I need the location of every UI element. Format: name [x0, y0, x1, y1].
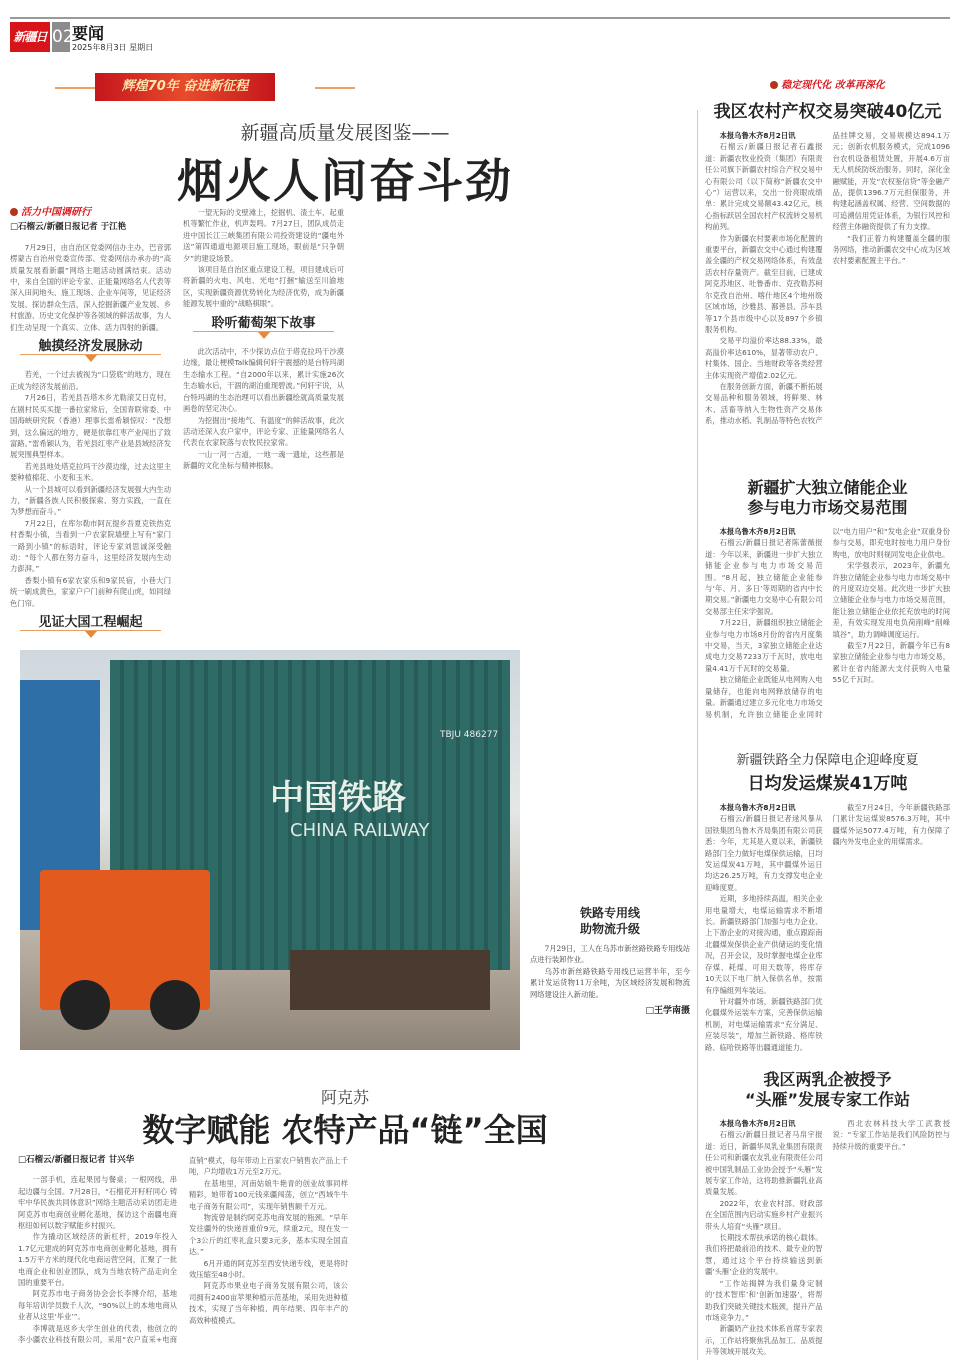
- paragraph: 交易平均溢价率达88.33%，最高溢价率达610%，显著带动农户、村集体、国企、当地财政等各类经营主体实现资产增值2.02亿元。: [705, 336, 823, 380]
- forklift-wheel: [150, 980, 200, 1030]
- chassis: [290, 950, 490, 1010]
- anniversary-banner: 辉煌70年 奋进新征程: [95, 73, 275, 101]
- paragraph: 一部手机，连起果园与餐桌；一根网线，串起边疆与全国。7月28日，“石榴花开籽籽同心 铸牢中华民族共同体意识”网络主题活动采访团走进阿克苏市电商创业孵化基地，探访这个南疆电商枢纽如何以数字赋能乡村振兴。: [18, 1175, 177, 1231]
- banner-line-right: [315, 87, 355, 89]
- paragraph: 一山一河一古道，一地一魂一遗址，这些都是新疆的文化坐标与精神根脉。: [183, 449, 344, 471]
- container-logo-en: CHINA RAILWAY: [290, 820, 430, 841]
- caption-text: 乌苏市新丝路铁路专用线已运营半年，至今累计发运货物11万余吨，为区域经济发展和物流网络建设注入新动能。: [530, 966, 690, 999]
- section-heading: 见证大国工程崛起: [38, 615, 143, 630]
- paragraph: 石榴云/新疆日报记者陈蕾薇报道：今年以来，新疆进一步扩大独立储能企业参与电力市场交易范围。“8月起，独立储能企业能参与‘年、月、多日’等周期的省内中长期交易。”新疆电力交易中心有限公司交易部主任宋学强说。: [705, 538, 823, 616]
- feature-headline: 烟火人间奋斗劲: [177, 154, 513, 208]
- paragraph: 为挖掘出“接地气、有温度”的鲜活故事，此次活动还深入农户家中，评论专家、正能量网络名人代表在农家院落与农牧民拉家常。: [183, 415, 344, 448]
- bottom-article: [18, 1155, 690, 1360]
- article-subtitle: 新疆铁路全力保障电企迎峰度夏: [736, 753, 919, 768]
- paragraph: 从一个县城可以看到新疆经济发展强大内生动力，“新疆各族人民积极探索、努力实践，一直在为梦想而奋斗。”: [10, 484, 171, 517]
- paragraph: 宋学强表示，2023年，新疆允许独立储能企业参与电力市场交易中的月度双边交易。此次进一步扩大独立储能企业参与电力市场交易范围，能让独立储能企业依托充放电的时间差，有效实现发用电负荷削峰“削峰填谷”，助力调峰调度运行。: [832, 561, 950, 639]
- paragraph: 石榴云/新疆日报记者石鑫报道：新疆农牧业投资（集团）有限责任公司旗下新疆农村综合产权交易中心有限公司（以下简称“新疆农交中心”）运营以来，交出一份亮眼成绩单：累计完成交易额43.42亿元，核心指标跃居全国农村产权流转交易机构前列。: [705, 142, 823, 232]
- column-tag: 活力中国调研行: [10, 207, 171, 218]
- article-headline: 我区农村产权交易突破40亿元: [713, 102, 942, 122]
- section-heading: 触摸经济发展脉动: [38, 339, 143, 355]
- article-energy-storage: [705, 478, 950, 726]
- divider: [193, 331, 334, 340]
- article-headline: “头雁”发展专家工作站: [744, 1090, 911, 1109]
- article-railway-coal: [705, 752, 950, 1072]
- paragraph: 在基地里，河南姑娘牛艳青的创业故事同样精彩，她带着100元钱来疆闯荡，创立“西域牛牛电子商务有限公司”，实现年销售额千万元。: [189, 1178, 348, 1211]
- paragraph: 在服务创新方面，新疆不断拓展交易品种和服务领域，将鲜果、林木、活畜等纳入生物性资产交易体系，推动水稻、乳制品等特色农牧产品挂牌交易，交易规模达894.1万元；创新农机服务模式，完成1096台农机设备租赁处置，开展4.6万亩无人机统防统治服务。同时，深化金融赋能，开发“农权鉴信贷”等金融产品，提供1396.7万元担保服务，并构建起涵盖权属、经营、空间数据的可追溯信用凭证体系，为银行风控和经营主体融资提供了有力支撑。: [705, 131, 950, 426]
- section-heading: 聆听葡萄架下故事: [211, 315, 316, 331]
- banner-line-left: [55, 87, 95, 89]
- paragraph: 石榴云/新疆日报记者马帛宇报道：近日，新疆华凤乳业集团有限责任公司和新疆农友乳业有限责任公司被中国乳制品工业协会授予“头雁”发展专家工作站，这将助推新疆乳业高质量发展。: [705, 1130, 823, 1197]
- container-number: TBJU 486277: [440, 730, 499, 740]
- dateline: 本报乌鲁木齐8月2日讯: [719, 527, 796, 536]
- news-photo-freight-container: [20, 650, 520, 1050]
- paragraph: 若羌，一个过去被视为“口袋底”的地方，现在正成为经济发展前沿。: [10, 370, 171, 391]
- caption-text: 7月29日，工人在乌苏市新丝路铁路专用线站点进行装卸作业。: [530, 944, 690, 965]
- paragraph: 7月22日，新疆组织独立储能企业参与电力市场8月份的省内月度集中交易，当天，3家独立储能企业达成电力交易7233万千瓦时，放电电量4.41万千瓦时的交易量。: [705, 618, 823, 673]
- paragraph: 近期，多地持续高温，相关企业用电量增大，电煤运输需求不断增长。新疆铁路部门加强与电力企业、上下游企业的对接沟通，重点跟踪南北疆煤炭保供企业产供储运的变化情况，召开会议，及时掌握电煤企业库存煤、耗煤、可用天数等，将库存10天以下电厂纳入保供名单，按需有序编组列车装运。: [705, 894, 823, 995]
- article-headline: 日均发运煤炭41万吨: [747, 774, 908, 794]
- forklift-wheel: [60, 980, 110, 1030]
- page-number: 02: [52, 22, 70, 52]
- paragraph: 长期技术帮扶承诺的核心载体。我们将把最前沿的技术、最专业的智慧，通过这个平台持续输送到新疆‘头雁’企业的发展中。: [705, 1233, 823, 1277]
- paragraph: 截至7月24日，今年新疆铁路部门累计发运煤炭8576.3万吨，其中疆煤外运5077.4万吨，有力保障了疆内外发电企业的用煤需求。: [832, 803, 950, 847]
- photo-caption: [530, 905, 690, 1016]
- dateline: 本报乌鲁木齐8月2日讯: [719, 131, 796, 140]
- divider: [20, 354, 161, 363]
- article-headline: 参与电力市场交易范围: [747, 498, 908, 517]
- top-rule: [10, 17, 950, 19]
- column-divider: [697, 110, 698, 1360]
- paragraph: 7月26日，若羌县吾塔木乡尤勒滚艾日克村，在剧村民买买提一番拉家常后，全国青联常委、中国海峡研究院（香港）理事长雷希颖惊叹：“没想到，这么偏远的地方，硬是依靠红枣产业闯出了致富路。”雷希颖认为，若羌县红枣产业是县域经济发展突围典型样本。: [10, 393, 171, 460]
- caption-title: 铁路专用线: [579, 906, 640, 920]
- paragraph: 7月29日，由自治区党委网信办主办，巴音郭楞蒙古自治州党委宣传部、党委网信办承办的“高质量发展看新疆”网络主题活动圆满结束。活动中，来自全国的评论专家、正能量网络名人代表等深入田间地头、施工现场、企业车间等，见证经济发展、探访群众生活，深入挖掘新疆产业发展、乡村旅游、历史文化保护等各领域的鲜活故事，为人们生动呈现一个真实、立体、活力四射的新疆。: [10, 242, 171, 332]
- paragraph: 2022年，农业农村部、财政部在全国范围内启动实施乡村产业振兴带头人培育“头雁”项目。: [705, 1198, 823, 1231]
- column-tag: 稳定现代化 改革再深化: [770, 80, 884, 91]
- paragraph: 香梨小镇有6家农家乐和9家民宿，小巷大门统一刷成黄色，家家户户门前种有爬山虎，如同绿色门帘。: [10, 575, 171, 608]
- paragraph: 7月22日，在库尔勒市阿瓦提乡吾夏克铁热克村香梨小镇，当看到一户农家院墙壁上写有“家门一路到小镇”的标语时，评论专家刘思诚深受触动：“每个人都在努力奋斗，这里经济发展内生动力澎湃。”: [10, 518, 171, 574]
- article-dairy: [705, 1070, 950, 1358]
- caption-title: 助物流升级: [579, 922, 640, 936]
- bottom-headline: 数字赋能 农特产品“链”全国: [142, 1111, 548, 1149]
- photo-credit: □王学南摄: [645, 1006, 690, 1017]
- paragraph: 阿克苏市果业电子商务发展有限公司，该公司拥有2400亩苹果种植示范基地，采用先进种植技术，实现了当年种植、两年结果、四年丰产的高效种植模式。: [189, 1281, 348, 1325]
- paragraph: 阿克苏市电子商务协会会长李博介绍，基地每年培训学员数千人次，“90%以上的本地电商从业者从这里‘毕业’”。: [18, 1289, 177, 1322]
- dateline: 本报乌鲁木齐8月2日讯: [719, 1119, 796, 1128]
- paragraph: 独立储能企业既能从电网购入电量储存，也能向电网释放储存的电量。新疆通过建立多元化电力市场交易机制，允许独立储能企业同时以“电力用户”和“发电企业”双重身份参与交易，即充电时按电力用户身份购电，放电时则视同发电企业供电。: [705, 527, 950, 719]
- paragraph: 西北农林科技大学工武教授说：“专家工作站是我们风险防控与持续升级的重要平台。”: [832, 1119, 950, 1151]
- byline: □石榴云/新疆日报记者 甘兴华: [18, 1155, 135, 1165]
- paragraph: 6月开通的阿克苏至西安快递专线，更是将时效压缩至48小时。: [189, 1258, 348, 1280]
- divider: [20, 630, 161, 639]
- paragraph: “工作站揭牌为我们量身定制的‘技术智库’和‘创新加速器’，将帮助我们突破关键技术瓶颈，提升产品市场竞争力。”: [705, 1278, 823, 1322]
- paragraph: 作为新疆农村要素市场化配置的重要平台，新疆农交中心通过构建覆盖全疆的产权交易网络体系，有效盘活农村存量资产。截至目前，已建成阿克苏地区、吐鲁番市、克孜勒苏柯尔克孜自治州、喀什地区4个地州级区域市场，沙雅县、鄯善县、莎车县等17个县市级中心以及897个乡镇服务机构。: [705, 233, 823, 334]
- container-logo: 中国铁路: [270, 778, 406, 818]
- dateline: 本报乌鲁木齐8月2日讯: [719, 803, 796, 812]
- newspaper-logo: 新疆日报: [10, 22, 50, 52]
- byline: □石榴云/新疆日报记者 于江艳: [10, 222, 127, 233]
- article-headline: 我区两乳企被授予: [763, 1070, 892, 1089]
- feature-subtitle: 新疆高质量发展图鉴——: [240, 122, 450, 144]
- article-headline: 新疆扩大独立储能企业: [747, 478, 908, 497]
- paragraph: 作为撬动区域经济的新杠杆，2019年投入1.7亿元建成的阿克苏市电商创业孵化基地，拥有1.5万平方米的现代化电商运营空间，汇聚了一批电商企业和创业团队，成为当地农特产品走向全国的重要平台。: [18, 1232, 177, 1288]
- paragraph: 截至7月22日，新疆今年已有8家独立储能企业参与电力市场交易，累计在省内能源大支付获购入电量55亿千瓦时。: [832, 641, 950, 685]
- paragraph: 该项目是自治区重点建设工程，项目建成后可将新疆的火电、风电、光电“打捆”输送至川渝地区，实现新疆资源优势转化为经济优势，成为新疆能源发展中重的“战略棋眼”。: [183, 265, 344, 309]
- bottom-subtitle: 阿克苏: [320, 1088, 369, 1107]
- article-rural-property: [705, 73, 950, 430]
- section-title: 要闻: [72, 24, 105, 43]
- paragraph: 一望无际的戈壁滩上，挖掘机、渣土车、起重机等繁忙作业，机声轰鸣。7月27日，团队成员走进中国长江三峡集团有限公司投资建设的“疆电外送”第四通道电源项目施工现场，眼前是“只争朝夕”的建设场景。: [183, 208, 344, 263]
- paragraph: 李博就是返乡大学生创业的代表，他创立的李小疆农业科技有限公司，采用“农户直采+电商直销”模式，每年带动上百家农户销售农产品上千吨，户均增收1万元至2万元。: [18, 1156, 348, 1345]
- paragraph: “我们正着力构建覆盖全疆的服务网络，推动新疆农交中心成为区域农村要素配置主平台。”: [832, 233, 950, 266]
- paragraph: 石榴云/新疆日报记者逯风暴从国铁集团乌鲁木齐局集团有限公司获悉：今年，尤其是入夏以来，新疆铁路部门全力做好电煤保供运输，日均发运煤炭41万吨，其中疆煤外运日均达26.25万吨，有力支撑发电企业迎峰度夏。: [705, 814, 823, 892]
- paragraph: 若羌县地处塔克拉玛干沙漠边缘，过去这里主要种植棉花、小麦和玉米。: [10, 461, 171, 483]
- paragraph: 新疆奶产业技术体系首席专家表示，工作站将聚焦乳品加工、品质提升等领域开展攻关。: [705, 1324, 823, 1357]
- paragraph: 物流曾是制约阿克苏电商发展的瓶颈。“早年发往疆外的快递首重价9元，续重2元，现在发一个3公斤的红枣礼盒只要3元多，基本实现全国直达。”: [189, 1213, 348, 1257]
- paragraph: 此次活动中，不少探访点位于塔克拉玛干沙漠边缘，最让梗模Talk编辑何轩宇震撼的是台特玛湖生态输水工程。“自2000年以来，累计实施26次生态输水后，干涸的湖泊重现碧波。”何轩宇说，从台特玛湖的生态治理可以看出新疆绘就高质量发展画卷的坚定决心。: [183, 347, 344, 414]
- feature-article: [10, 207, 690, 645]
- paragraph: 针对疆外市场，新疆铁路部门优化疆煤外运装车方案，完善保供运输机制，对电煤运输需求“充分满足、应装尽装”，增加兰新铁路、格库铁路、临哈铁路等出疆通道能力。: [705, 996, 823, 1052]
- issue-date: 2025年8月3日 星期日: [72, 43, 154, 52]
